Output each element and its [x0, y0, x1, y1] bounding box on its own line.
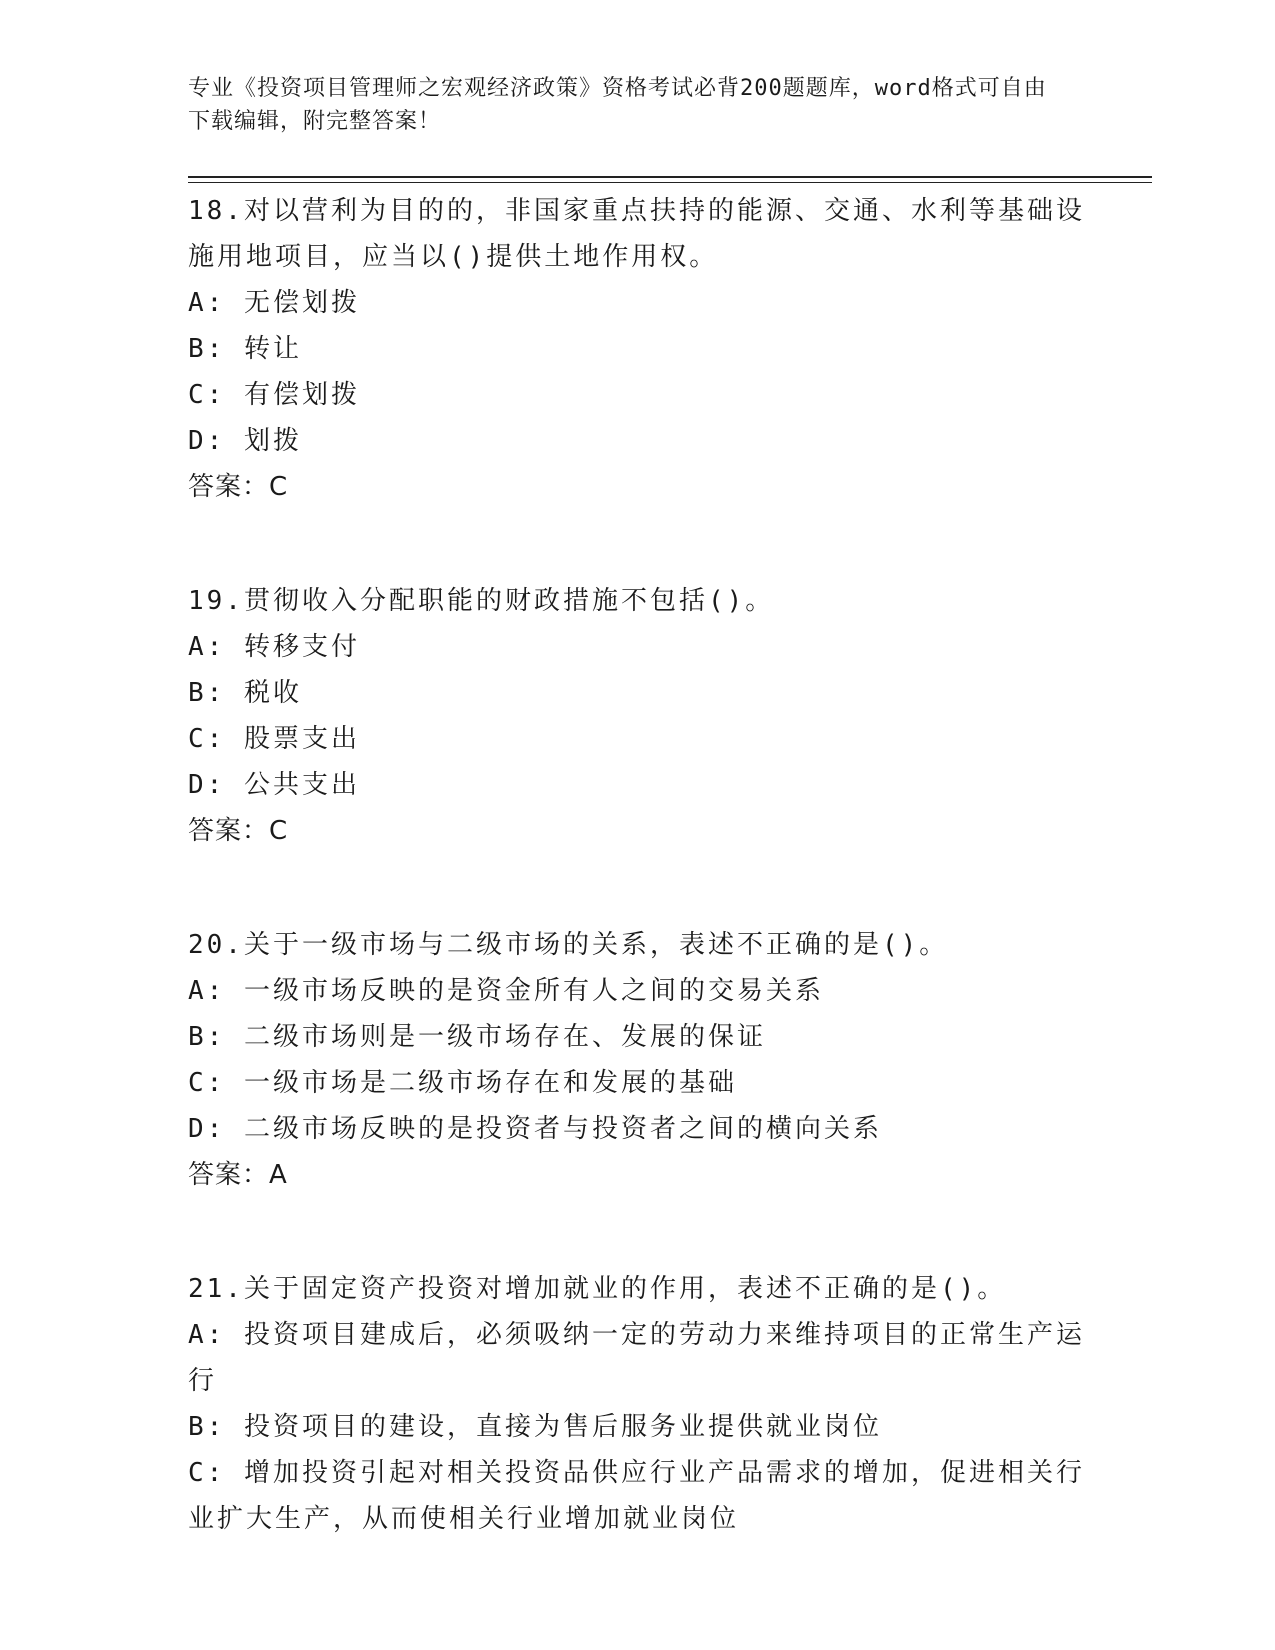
answer: 答案：C: [188, 472, 289, 502]
option-b: B: 税收: [188, 678, 302, 708]
option-a: A: 投资项目建成后，必须吸纳一定的劳动力来维持项目的正常生产运行: [188, 1320, 1085, 1396]
option-b: B: 投资项目的建设，直接为售后服务业提供就业岗位: [188, 1412, 882, 1442]
question-19: [188, 578, 1088, 854]
header-divider-thin: [188, 182, 1152, 183]
option-d: D: 二级市场反映的是投资者与投资者之间的横向关系: [188, 1114, 882, 1144]
option-c: C: 增加投资引起对相关投资品供应行业产品需求的增加，促进相关行业扩大生产，从而使相关行业增加就业岗位: [188, 1458, 1085, 1534]
option-a: A: 转移支付: [188, 632, 360, 662]
question-21: [188, 1266, 1088, 1542]
option-a: A: 一级市场反映的是资金所有人之间的交易关系: [188, 976, 824, 1006]
question-gap: [188, 1198, 1088, 1266]
question-gap: [188, 854, 1088, 922]
question-text: 20.关于一级市场与二级市场的关系，表述不正确的是()。: [188, 930, 949, 960]
question-gap: [188, 510, 1088, 578]
answer: 答案：C: [188, 816, 289, 846]
option-b: B: 二级市场则是一级市场存在、发展的保证: [188, 1022, 766, 1052]
header-divider-thick: [188, 176, 1152, 178]
option-c: C: 有偿划拨: [188, 380, 360, 410]
answer: 答案：A: [188, 1160, 288, 1190]
option-a: A: 无偿划拨: [188, 288, 360, 318]
question-text: 19.贯彻收入分配职能的财政措施不包括()。: [188, 586, 775, 616]
document-header: 专业《投资项目管理师之宏观经济政策》资格考试必背200题题库，word格式可自由下载编辑，附完整答案！: [188, 76, 1047, 134]
option-c: C: 一级市场是二级市场存在和发展的基础: [188, 1068, 737, 1098]
option-b: B: 转让: [188, 334, 302, 364]
question-list: [188, 188, 1088, 1542]
question-text: 18.对以营利为目的的，非国家重点扶持的能源、交通、水利等基础设施用地项目，应当以()提供土地作用权。: [188, 196, 1085, 272]
question-text: 21.关于固定资产投资对增加就业的作用，表述不正确的是()。: [188, 1274, 1007, 1304]
option-c: C: 股票支出: [188, 724, 360, 754]
option-d: D: 公共支出: [188, 770, 360, 800]
question-18: [188, 188, 1088, 510]
question-20: [188, 922, 1088, 1198]
option-d: D: 划拨: [188, 426, 302, 456]
